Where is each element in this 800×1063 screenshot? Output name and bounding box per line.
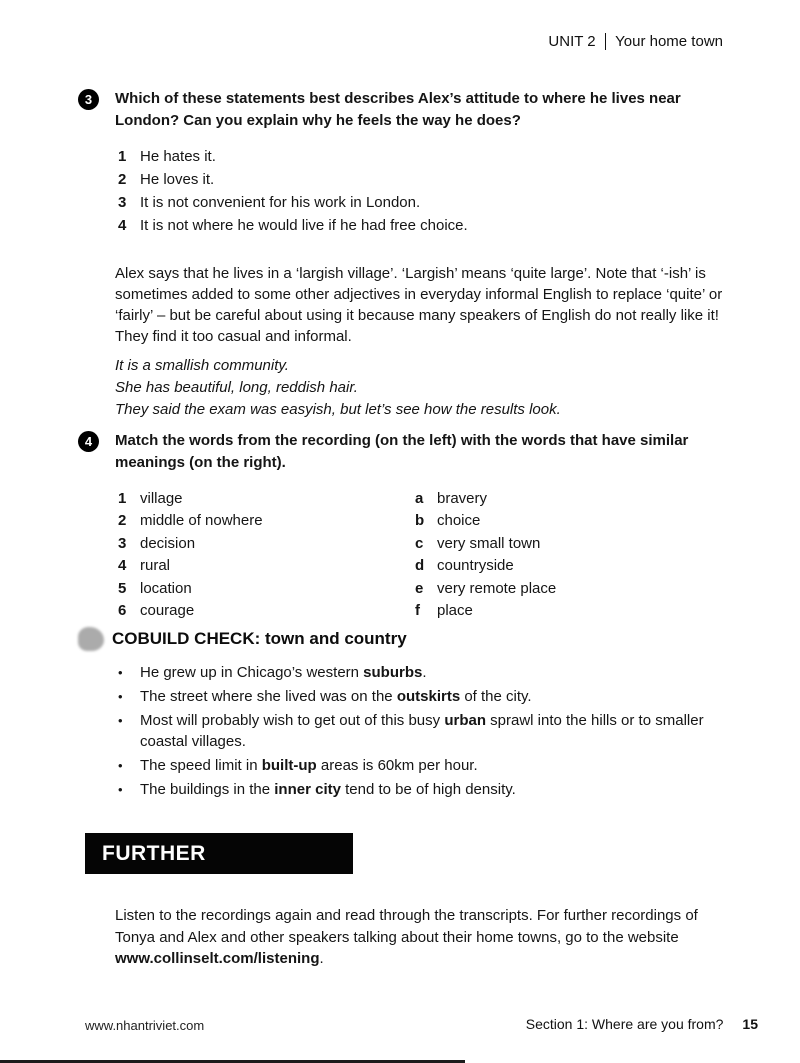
option-row [118, 168, 738, 191]
match-item [415, 578, 675, 600]
match-number: 5 [118, 579, 127, 597]
bullet-marker: • [118, 665, 123, 680]
match-letter: c [415, 534, 424, 552]
match-left-column [118, 488, 415, 622]
option-number: 3 [118, 194, 127, 211]
match-item [118, 488, 415, 510]
exercise-4 [78, 430, 738, 622]
bullet-marker: • [118, 782, 123, 797]
example-sentence: She has beautiful, long, reddish hair. [115, 379, 358, 396]
match-number: 4 [118, 557, 127, 575]
match-item [415, 555, 675, 577]
match-item [415, 488, 675, 510]
match-letter: e [415, 579, 424, 597]
cobuild-example [118, 686, 738, 707]
exercise-4-prompt: Match the words from the recording (on the left) with the words that have similar meanings (on the right). [115, 432, 689, 471]
match-word: countryside [437, 557, 514, 575]
footer-section-title: Section 1: Where are you from? [525, 1016, 724, 1032]
footer-page-number: 15 [742, 1016, 758, 1032]
exercise-3-options [118, 145, 738, 237]
cobuild-example [118, 662, 738, 683]
cobuild-check-box [78, 627, 738, 803]
explanation-paragraph: Alex says that he lives in a ‘largish village’. ‘Largish’ means ‘quite large’. Note that ‘-ish’ is sometimes added to some other adjectives in everyday informal English to replace ‘quite’ or ‘fairly’ – but be careful about using it because many speakers of English do not really like it! They find it too casual and informal. [115, 265, 723, 345]
cobuild-title: COBUILD CHECK: town and country [112, 629, 407, 648]
match-item [118, 510, 415, 532]
match-right-column [415, 488, 675, 622]
match-number: 3 [118, 534, 127, 552]
match-number: 1 [118, 490, 127, 507]
option-text: It is not convenient for his work in London. [140, 194, 421, 211]
match-word: location [140, 579, 192, 597]
cobuild-example-text: He grew up in Chicago’s western suburbs. [140, 664, 427, 681]
option-text: He loves it. [140, 171, 215, 188]
exercise-4-number-badge: 4 [78, 431, 99, 452]
example-sentence: It is a smallish community. [115, 357, 289, 374]
option-number: 4 [118, 217, 127, 234]
example-sentence: They said the exam was easyish, but let’s see how the results look. [115, 401, 561, 418]
exercise-3 [78, 88, 738, 421]
option-row [118, 145, 738, 168]
cobuild-example [118, 710, 738, 752]
exercise-3-number-badge: 3 [78, 89, 99, 110]
match-item [118, 555, 415, 577]
match-word: village [140, 490, 183, 507]
match-word: bravery [437, 490, 488, 507]
option-number: 2 [118, 171, 127, 188]
match-word: decision [140, 534, 196, 552]
match-word: very small town [437, 534, 541, 552]
option-text: It is not where he would live if he had free choice. [140, 217, 468, 234]
match-word: rural [140, 557, 171, 575]
match-letter: f [415, 602, 420, 620]
unit-label: UNIT 2 [548, 33, 596, 50]
matching-exercise [78, 488, 738, 622]
header-divider [605, 33, 607, 50]
match-letter: a [415, 490, 424, 507]
match-word: courage [140, 602, 195, 620]
option-number: 1 [118, 148, 127, 165]
footer-section [526, 1016, 758, 1032]
bullet-marker: • [118, 713, 123, 728]
match-item [415, 533, 675, 555]
further-banner [85, 833, 353, 874]
bullet-marker: • [118, 758, 123, 773]
exercise-3-prompt: Which of these statements best describes Alex’s attitude to where he lives near London? Can you explain why he feels the way he does? [115, 90, 681, 129]
match-word: very remote place [437, 579, 557, 597]
page-header [548, 33, 723, 50]
footer-publisher-url: www.nhantriviet.com [85, 1018, 205, 1033]
match-letter: b [415, 512, 425, 530]
cobuild-example-text: The buildings in the inner city tend to be of high density. [140, 781, 516, 798]
cobuild-example-text: The speed limit in built-up areas is 60km per hour. [140, 757, 478, 774]
match-letter: d [415, 557, 425, 575]
match-item [118, 578, 415, 600]
match-word: place [437, 602, 473, 620]
cobuild-stamp-icon [78, 627, 104, 651]
cobuild-example-text: Most will probably wish to get out of this busy urban sprawl into the hills or to smaller coastal villages. [140, 712, 704, 750]
further-instructions: Listen to the recordings again and read through the transcripts. For further recordings of Tonya and Alex and other speakers talking about their home towns, go to the website www.collinselt.com/listening. [115, 907, 698, 967]
cobuild-example-list [118, 662, 738, 800]
unit-title: Your home town [615, 33, 723, 50]
match-word: choice [437, 512, 481, 530]
further-banner-label: FURTHER [102, 841, 206, 865]
cobuild-example [118, 779, 738, 800]
match-item [415, 600, 675, 622]
cobuild-example [118, 755, 738, 776]
match-item [118, 600, 415, 622]
cobuild-example-text: The street where she lived was on the outskirts of the city. [140, 688, 532, 705]
bullet-marker: • [118, 689, 123, 704]
option-row [118, 191, 738, 214]
match-word: middle of nowhere [140, 512, 263, 530]
match-item [118, 533, 415, 555]
option-row [118, 214, 738, 237]
option-text: He hates it. [140, 148, 216, 165]
match-item [415, 510, 675, 532]
match-number: 2 [118, 512, 127, 530]
match-number: 6 [118, 602, 127, 620]
